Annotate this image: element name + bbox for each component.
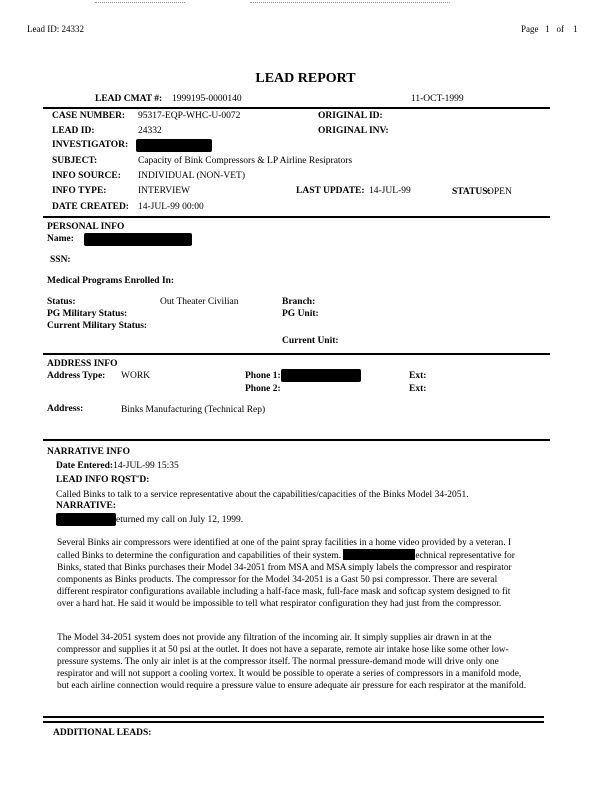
subject-value: Capacity of Bink Compressors & LP Airline Resiprators bbox=[138, 156, 353, 166]
date-created-value: 14-JUL-99 00:00 bbox=[138, 202, 204, 212]
header-lead-id: Lead ID: 24332 bbox=[27, 24, 84, 34]
divider bbox=[43, 216, 550, 218]
phone1-label: Phone 1: bbox=[245, 371, 281, 381]
narrative-paragraph-rest: echnical representative for Binks, stated that Binks purchases their Model 34-2051 from MSA and MSA simply labels the compressor and respirator components as Binks products. The compressor for the Model 34-2051 is a Gast 50 psi compressor. There are several different respirator configurations available including a half-face mask, full-face mask and softcap system designed to fit over a hard hat. He said it would be impossible to tell what respirator configuration they had just from the compressor. bbox=[57, 551, 515, 609]
narrative-info-heading: NARRATIVE INFO bbox=[47, 447, 130, 457]
lead-info-rqstd-label: LEAD INFO RQST'D: bbox=[56, 475, 150, 485]
redaction-block bbox=[136, 139, 212, 152]
redaction-block bbox=[84, 233, 192, 246]
redaction-block bbox=[281, 369, 361, 382]
address-type-value: WORK bbox=[121, 371, 151, 381]
cmat-value: 1999195-0000140 bbox=[172, 94, 242, 104]
status-value: OPEN bbox=[487, 187, 512, 197]
original-id-label: ORIGINAL ID: bbox=[318, 111, 383, 121]
investigator-label: INVESTIGATOR: bbox=[52, 140, 129, 150]
page-title: LEAD REPORT bbox=[255, 71, 356, 86]
narrative-paragraph-start: Several Binks air compressors were identified at one of the paint spray facilities in a home video provided by a veteran. I called Binks to determine the configuration and capabilities of their system. bbox=[57, 538, 512, 561]
date-entered-label: Date Entered: bbox=[56, 461, 114, 471]
page-number: 1 bbox=[545, 24, 550, 34]
name-label: Name: bbox=[47, 234, 74, 244]
ssn-label: SSN: bbox=[50, 255, 71, 265]
pg-military-status-label: PG Military Status: bbox=[47, 309, 128, 319]
status-value: Out Theater Civilian bbox=[160, 297, 239, 307]
divider bbox=[43, 353, 550, 355]
narrative-paragraph bbox=[57, 537, 527, 610]
info-type-label: INFO TYPE: bbox=[52, 186, 107, 196]
cmat-date: 11-OCT-1999 bbox=[411, 94, 464, 104]
case-number-label: CASE NUMBER: bbox=[52, 111, 126, 121]
pg-unit-label: PG Unit: bbox=[282, 309, 319, 319]
status-label: Status: bbox=[47, 297, 76, 307]
phone2-label: Phone 2: bbox=[245, 384, 281, 394]
info-type-value: INTERVIEW bbox=[138, 186, 190, 196]
divider bbox=[43, 107, 550, 109]
lead-id-label: LEAD ID: bbox=[52, 126, 95, 136]
address-type-label: Address Type: bbox=[47, 371, 106, 381]
page-total: 1 bbox=[573, 24, 578, 34]
page-of-label: of bbox=[556, 24, 564, 34]
divider bbox=[43, 721, 544, 723]
page-indicator bbox=[521, 24, 578, 34]
redaction-block bbox=[56, 513, 116, 526]
status-label: STATUS: bbox=[452, 187, 491, 197]
current-unit-label: Current Unit: bbox=[282, 336, 339, 346]
redaction-inline bbox=[343, 549, 415, 560]
narrative-label: NARRATIVE: bbox=[56, 501, 116, 511]
lead-info-rqstd-text: Called Binks to talk to a service representative about the capabilities/capacities of the Binks Model 34-2051. bbox=[56, 490, 469, 500]
ext-label: Ext: bbox=[409, 371, 427, 381]
address-info-heading: ADDRESS INFO bbox=[47, 359, 118, 369]
divider bbox=[43, 716, 544, 718]
subject-label: SUBJECT: bbox=[52, 156, 98, 166]
case-number-value: 95317-EQP-WHC-U-0072 bbox=[138, 111, 241, 121]
last-update-label: LAST UPDATE: bbox=[296, 186, 365, 196]
page-label: Page bbox=[521, 24, 539, 34]
ext-label: Ext: bbox=[409, 384, 427, 394]
last-update-value: 14-JUL-99 bbox=[369, 186, 411, 196]
personal-info-heading: PERSONAL INFO bbox=[47, 222, 125, 232]
date-entered-value: 14-JUL-99 15:35 bbox=[113, 461, 179, 471]
date-created-label: DATE CREATED: bbox=[52, 202, 129, 212]
address-label: Address: bbox=[47, 404, 84, 414]
medical-programs-label: Medical Programs Enrolled In: bbox=[47, 276, 175, 286]
cmat-label: LEAD CMAT #: bbox=[95, 94, 163, 104]
branch-label: Branch: bbox=[282, 297, 316, 307]
info-source-value: INDIVIDUAL (NON-VET) bbox=[138, 171, 246, 181]
date-entered bbox=[56, 461, 179, 471]
returned-call-text: eturned my call on July 12, 1999. bbox=[116, 515, 244, 525]
original-inv-label: ORIGINAL INV: bbox=[318, 126, 389, 136]
scan-mark bbox=[95, 2, 185, 3]
address-value: Binks Manufacturing (Technical Rep) bbox=[121, 405, 266, 415]
narrative-paragraph: The Model 34-2051 system does not provide any filtration of the incoming air. It simply supplies air drawn in at the compressor and supplies it at 50 psi at the outlet. It does not have a separate, remote air intake hose like some other low-pressure systems. The only air inlet is at the compressor itself. The normal pressure-demand mode will drive only one respirator and will not support a cooling vortex. It would be possible to operate a series of compressors in a manifold mode, but each airline connection would require a pressure value to ensure adequate air pressure for each respirator at the manifold. bbox=[57, 633, 527, 691]
current-military-status-label: Current Military Status: bbox=[47, 321, 148, 331]
info-source-label: INFO SOURCE: bbox=[52, 171, 121, 181]
scan-mark bbox=[250, 2, 450, 3]
divider bbox=[43, 439, 550, 441]
additional-leads-heading: ADDITIONAL LEADS: bbox=[53, 728, 152, 738]
lead-id-value: 24332 bbox=[138, 126, 162, 136]
